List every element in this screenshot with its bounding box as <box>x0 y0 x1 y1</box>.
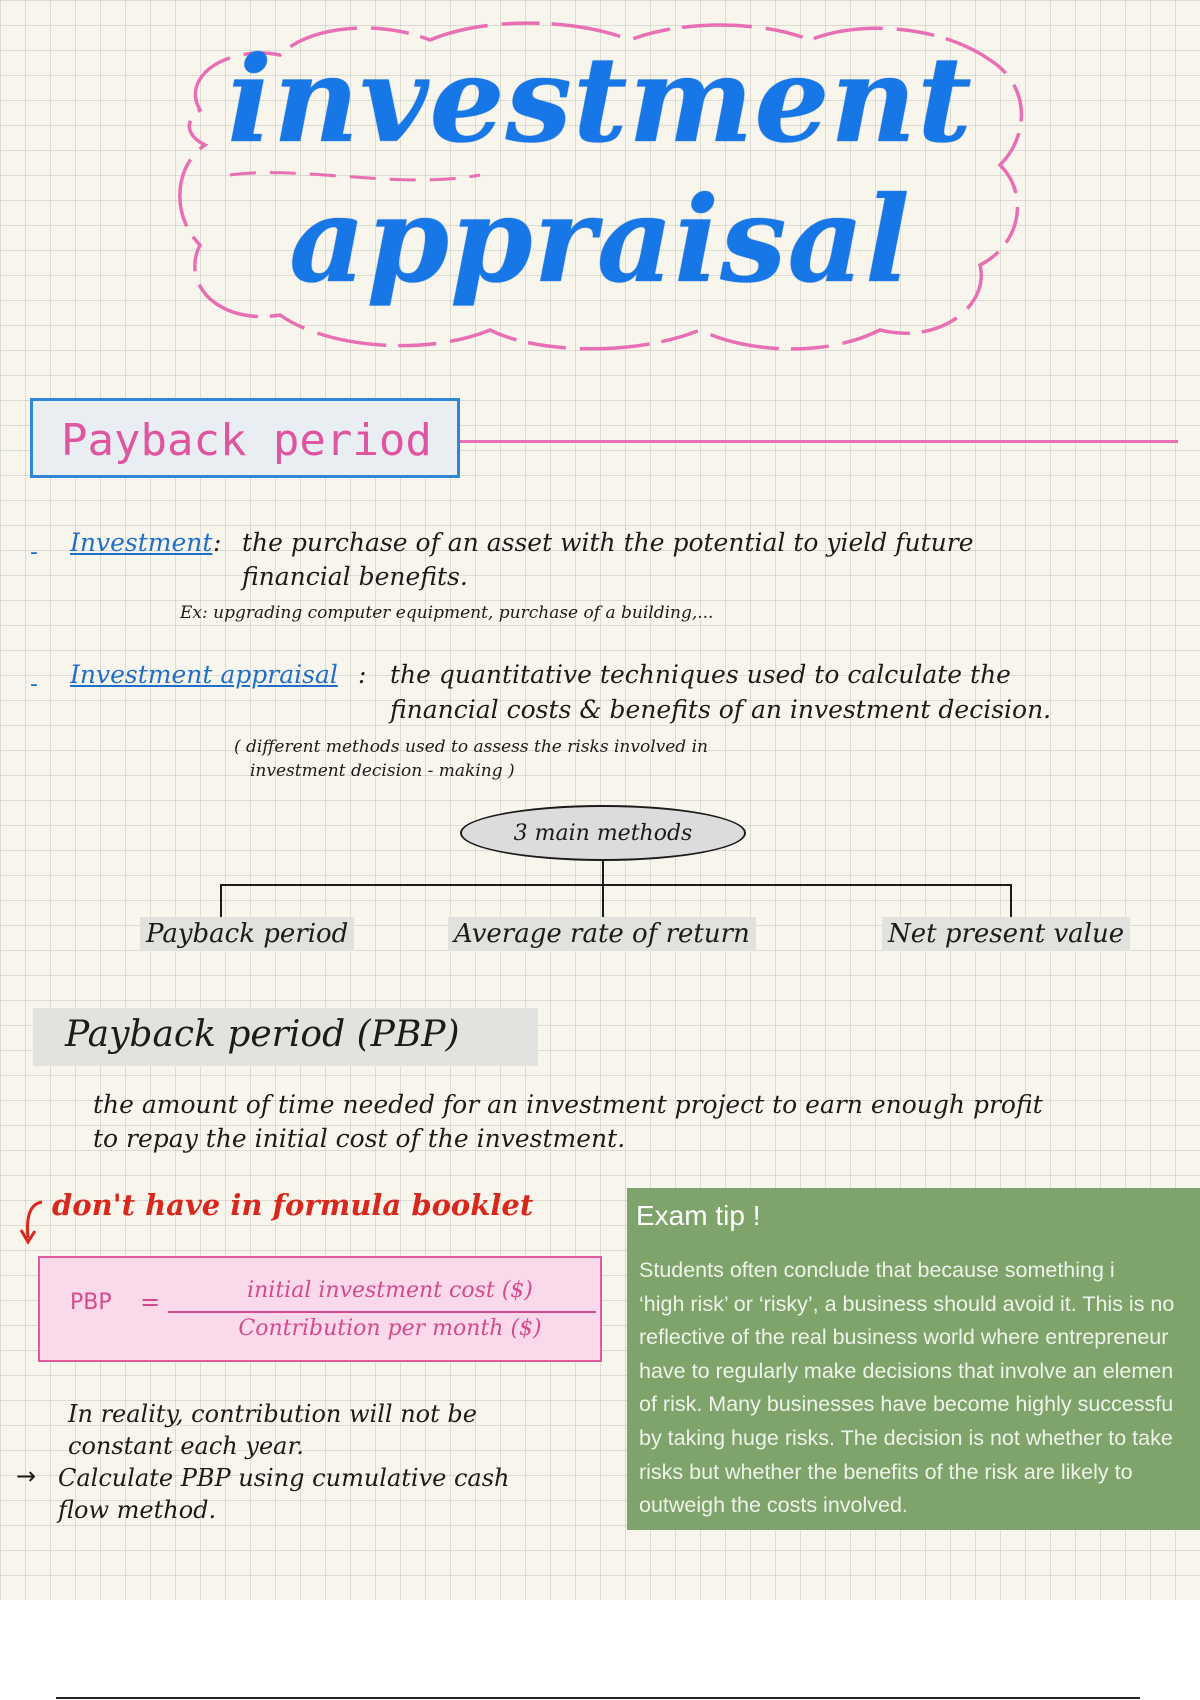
reality-line-4: flow method. <box>58 1496 217 1524</box>
method-net-present-value: Net present value <box>882 917 1130 951</box>
reality-line-1: In reality, contribution will not be <box>68 1400 477 1428</box>
formula-booklet-note: don't have in formula booklet <box>52 1188 534 1222</box>
definition-investment-line-1: the purchase of an asset with the potential to yield future <box>242 528 974 557</box>
exam-tip-box <box>627 1188 1200 1530</box>
formula-fraction-bar <box>168 1311 596 1313</box>
right-arrow-icon: → <box>16 1462 37 1490</box>
main-methods-label: 3 main methods <box>513 820 693 846</box>
formula-label: PBP <box>70 1290 112 1315</box>
reality-line-2: constant each year. <box>68 1432 304 1460</box>
connector-middle <box>602 884 604 918</box>
main-methods-ellipse <box>460 805 746 861</box>
pbp-heading-box <box>33 1008 538 1066</box>
formula-denominator: Contribution per month ($) <box>238 1316 542 1341</box>
bottom-rule <box>56 1697 1140 1699</box>
red-curved-arrow-icon <box>16 1198 46 1248</box>
connector-right <box>1010 884 1012 918</box>
appraisal-note-line-2: investment decision - making ) <box>250 761 515 781</box>
colon: : <box>213 528 222 557</box>
section-header-box <box>30 398 460 478</box>
section-header-label: Payback period <box>61 415 432 466</box>
pbp-formula-box <box>38 1256 602 1362</box>
colon: : <box>358 660 367 689</box>
connector-left <box>220 884 222 918</box>
exam-tip-title: Exam tip ! <box>636 1200 761 1231</box>
formula-equals: = <box>140 1288 161 1316</box>
title-line-1: investment <box>227 30 973 169</box>
pbp-heading: Payback period (PBP) <box>65 1014 460 1055</box>
bullet-dash: - <box>30 672 38 697</box>
connector-horizontal <box>220 884 1012 886</box>
title-line-2: appraisal <box>289 170 911 309</box>
appraisal-note-line-1: ( different methods used to assess the risks involved in <box>234 737 708 757</box>
definition-investment-line-2: financial benefits. <box>242 562 468 591</box>
term-investment-appraisal: Investment appraisal <box>70 660 338 689</box>
pbp-definition-line-2: to repay the initial cost of the investment. <box>93 1124 626 1153</box>
term-investment: Investment <box>70 528 213 557</box>
connector-vertical <box>602 861 604 885</box>
example-investment: Ex: upgrading computer equipment, purchase of a building,... <box>180 603 714 623</box>
definition-appraisal-line-2: financial costs & benefits of an investment decision. <box>390 695 1052 724</box>
definition-appraisal-line-1: the quantitative techniques used to calculate the <box>390 660 1011 689</box>
reality-line-3: Calculate PBP using cumulative cash <box>58 1464 510 1492</box>
exam-tip-body: Students often conclude that because something i ‘high risk’ or ‘risky’, a business should avoid it. This is no reflective of the real business world where entrepreneur have to regularly make decisions that involve an elemen of risk. Many businesses have become highly successfu by taking huge risks. The decision is not whether to take risks but whether the benefits of the risk are likely to outweigh the costs involved. <box>639 1258 1175 1518</box>
method-average-rate-of-return: Average rate of return <box>448 917 756 951</box>
formula-numerator: initial investment cost ($) <box>247 1278 533 1303</box>
pbp-definition-line-1: the amount of time needed for an investment project to earn enough profit <box>93 1090 1043 1119</box>
bullet-dash: - <box>30 540 38 565</box>
section-header-rule <box>460 440 1178 443</box>
method-payback-period: Payback period <box>140 917 354 951</box>
